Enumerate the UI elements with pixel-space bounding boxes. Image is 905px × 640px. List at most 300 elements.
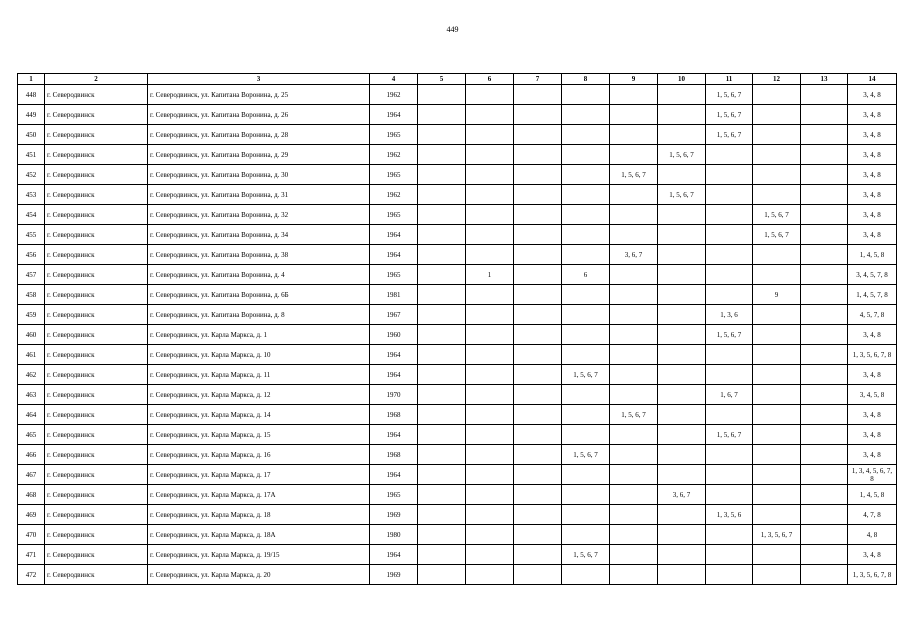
table-cell <box>514 245 562 265</box>
table-cell: г. Северодвинск <box>45 145 148 165</box>
table-cell <box>801 565 848 585</box>
table-cell <box>658 325 706 345</box>
table-cell <box>610 285 658 305</box>
table-cell <box>418 145 466 165</box>
table-cell <box>562 285 610 305</box>
table-cell: г. Северодвинск, ул. Карла Маркса, д. 10 <box>148 345 370 365</box>
table-cell <box>610 505 658 525</box>
table-cell <box>706 225 753 245</box>
table-cell <box>466 345 514 365</box>
table-cell: 456 <box>18 245 45 265</box>
table-cell <box>466 405 514 425</box>
table-cell <box>418 545 466 565</box>
table-cell <box>418 505 466 525</box>
table-cell <box>753 445 801 465</box>
table-cell: 1, 5, 6, 7 <box>706 125 753 145</box>
table-cell <box>514 465 562 485</box>
table-cell: 3, 4, 8 <box>848 545 897 565</box>
table-cell: 468 <box>18 485 45 505</box>
table-cell <box>706 545 753 565</box>
table-cell <box>610 525 658 545</box>
table-cell <box>610 565 658 585</box>
table-cell <box>706 185 753 205</box>
table-cell <box>753 425 801 445</box>
column-header: 9 <box>610 74 658 85</box>
table-cell <box>562 425 610 445</box>
table-body <box>18 85 897 585</box>
table-cell: 3, 4, 8 <box>848 145 897 165</box>
table-cell <box>658 505 706 525</box>
table-cell: 471 <box>18 545 45 565</box>
table-cell: г. Северодвинск <box>45 465 148 485</box>
table-cell <box>753 405 801 425</box>
table-cell: 3, 4, 8 <box>848 105 897 125</box>
table-cell <box>466 125 514 145</box>
table-cell: 1964 <box>370 345 418 365</box>
table-cell: 1964 <box>370 465 418 485</box>
table-cell <box>418 485 466 505</box>
table-cell <box>466 365 514 385</box>
table-cell <box>706 485 753 505</box>
header-row <box>18 74 897 85</box>
table-cell: 466 <box>18 445 45 465</box>
table-cell: г. Северодвинск, ул. Капитана Воронина, д. 38 <box>148 245 370 265</box>
table-cell <box>466 185 514 205</box>
table-cell <box>562 305 610 325</box>
table-cell: 463 <box>18 385 45 405</box>
table-cell <box>514 185 562 205</box>
table-cell <box>466 225 514 245</box>
table-cell <box>562 505 610 525</box>
table-cell: 3, 4, 8 <box>848 205 897 225</box>
table-cell <box>801 305 848 325</box>
table-cell: г. Северодвинск, ул. Капитана Воронина, д. 4 <box>148 265 370 285</box>
table-cell <box>610 185 658 205</box>
table-cell: г. Северодвинск <box>45 105 148 125</box>
table-cell: г. Северодвинск, ул. Карла Маркса, д. 11 <box>148 365 370 385</box>
table-cell: 1, 5, 6, 7 <box>562 365 610 385</box>
table-cell: г. Северодвинск <box>45 125 148 145</box>
table-cell: г. Северодвинск <box>45 205 148 225</box>
table-cell <box>801 325 848 345</box>
table-cell <box>610 125 658 145</box>
table-cell <box>801 545 848 565</box>
table-cell <box>418 125 466 145</box>
table-cell <box>562 145 610 165</box>
table-cell <box>658 305 706 325</box>
table-cell: г. Северодвинск <box>45 325 148 345</box>
table-row <box>18 525 897 545</box>
table-row <box>18 545 897 565</box>
table-cell: г. Северодвинск, ул. Карла Маркса, д. 20 <box>148 565 370 585</box>
table-cell <box>514 165 562 185</box>
column-header: 14 <box>848 74 897 85</box>
table-cell: г. Северодвинск <box>45 85 148 105</box>
table-cell: 3, 6, 7 <box>610 245 658 265</box>
table-cell <box>706 565 753 585</box>
column-header: 2 <box>45 74 148 85</box>
table-cell: 1, 5, 6, 7 <box>753 225 801 245</box>
table-cell <box>562 165 610 185</box>
table-cell <box>706 365 753 385</box>
page-number: 449 <box>446 25 459 34</box>
table-row <box>18 145 897 165</box>
table-cell <box>418 525 466 545</box>
table-cell <box>562 465 610 485</box>
table-cell: г. Северодвинск, ул. Капитана Воронина, д. 26 <box>148 105 370 125</box>
table-cell <box>466 165 514 185</box>
table-cell: 454 <box>18 205 45 225</box>
table-cell <box>418 445 466 465</box>
table-cell <box>514 125 562 145</box>
table-row <box>18 465 897 485</box>
column-header: 13 <box>801 74 848 85</box>
table-cell: 464 <box>18 405 45 425</box>
table-cell <box>801 405 848 425</box>
table-cell <box>753 505 801 525</box>
table-cell <box>562 85 610 105</box>
table-cell <box>753 125 801 145</box>
table-cell <box>658 165 706 185</box>
table-cell <box>610 305 658 325</box>
table-cell: г. Северодвинск, ул. Капитана Воронина, д. 34 <box>148 225 370 245</box>
table-cell <box>801 365 848 385</box>
table-row <box>18 425 897 445</box>
column-header: 10 <box>658 74 706 85</box>
table-cell <box>514 85 562 105</box>
table-cell <box>466 525 514 545</box>
table-cell: 1, 4, 5, 7, 8 <box>848 285 897 305</box>
table-cell: 1, 5, 6, 7 <box>706 105 753 125</box>
table-cell: 469 <box>18 505 45 525</box>
table-cell <box>658 105 706 125</box>
table-cell: 1969 <box>370 505 418 525</box>
column-header: 5 <box>418 74 466 85</box>
table-cell: 3, 6, 7 <box>658 485 706 505</box>
table-cell <box>562 185 610 205</box>
table-cell <box>466 285 514 305</box>
table-cell <box>562 225 610 245</box>
table-cell: 1, 5, 6, 7 <box>706 325 753 345</box>
table-cell: 1965 <box>370 205 418 225</box>
table-cell <box>658 125 706 145</box>
table-cell: г. Северодвинск, ул. Капитана Воронина, д. 25 <box>148 85 370 105</box>
table-cell: 4, 7, 8 <box>848 505 897 525</box>
table-cell <box>753 145 801 165</box>
table-cell: г. Северодвинск <box>45 525 148 545</box>
table-cell: 3, 4, 5, 8 <box>848 385 897 405</box>
table-cell: 1962 <box>370 185 418 205</box>
table-row <box>18 565 897 585</box>
table-cell <box>801 465 848 485</box>
table-cell <box>658 525 706 545</box>
table-cell <box>418 265 466 285</box>
table-cell <box>418 365 466 385</box>
table-cell: 1 <box>466 265 514 285</box>
table-cell: г. Северодвинск, ул. Капитана Воронина, д. 29 <box>148 145 370 165</box>
table-cell <box>753 485 801 505</box>
table-cell: г. Северодвинск, ул. Капитана Воронина, д. 8 <box>148 305 370 325</box>
table-cell: 1, 5, 6, 7 <box>706 85 753 105</box>
table-cell <box>658 265 706 285</box>
table-cell: г. Северодвинск <box>45 425 148 445</box>
table-cell: 1960 <box>370 325 418 345</box>
table-row <box>18 245 897 265</box>
table-cell <box>658 405 706 425</box>
table-cell <box>706 465 753 485</box>
table-cell: г. Северодвинск <box>45 185 148 205</box>
table-cell: 1962 <box>370 85 418 105</box>
table-cell <box>610 205 658 225</box>
table-cell: 3, 4, 8 <box>848 405 897 425</box>
table-row <box>18 165 897 185</box>
table-cell <box>514 385 562 405</box>
table-cell: 4, 5, 7, 8 <box>848 305 897 325</box>
table-cell: 459 <box>18 305 45 325</box>
column-header: 1 <box>18 74 45 85</box>
table-cell: 3, 4, 8 <box>848 185 897 205</box>
table-cell: 448 <box>18 85 45 105</box>
table-cell <box>418 325 466 345</box>
table-cell: 452 <box>18 165 45 185</box>
table-cell: 4, 8 <box>848 525 897 545</box>
table-cell: г. Северодвинск, ул. Капитана Воронина, д. 31 <box>148 185 370 205</box>
table-cell <box>753 565 801 585</box>
table-row <box>18 345 897 365</box>
registry-table <box>17 73 897 585</box>
table-cell <box>753 165 801 185</box>
table-cell <box>418 405 466 425</box>
table-cell <box>801 485 848 505</box>
table-cell <box>610 265 658 285</box>
table-cell <box>753 185 801 205</box>
table-cell: г. Северодвинск, ул. Карла Маркса, д. 18А <box>148 525 370 545</box>
table-cell: 472 <box>18 565 45 585</box>
table-cell: 1, 5, 6, 7 <box>658 185 706 205</box>
table-cell: г. Северодвинск <box>45 505 148 525</box>
table-cell: 460 <box>18 325 45 345</box>
table-cell <box>418 385 466 405</box>
table-cell <box>514 505 562 525</box>
table-cell <box>466 205 514 225</box>
table-cell: 449 <box>18 105 45 125</box>
table-cell: г. Северодвинск <box>45 265 148 285</box>
table-cell <box>514 285 562 305</box>
column-header: 11 <box>706 74 753 85</box>
table-cell <box>466 445 514 465</box>
table-cell: 1, 5, 6, 7 <box>610 405 658 425</box>
table-cell: 1968 <box>370 445 418 465</box>
table-row <box>18 405 897 425</box>
table-cell <box>801 205 848 225</box>
table-cell: 3, 4, 8 <box>848 365 897 385</box>
table-cell <box>610 445 658 465</box>
table-cell <box>658 85 706 105</box>
table-cell <box>753 345 801 365</box>
table-cell <box>514 525 562 545</box>
table-row <box>18 205 897 225</box>
table-cell: 1, 3, 5, 6 <box>706 505 753 525</box>
table-cell: 1965 <box>370 165 418 185</box>
table-cell <box>610 345 658 365</box>
table-cell <box>418 425 466 445</box>
table-cell <box>706 285 753 305</box>
table-cell: г. Северодвинск <box>45 565 148 585</box>
table-cell: 1, 5, 6, 7 <box>562 445 610 465</box>
column-header: 8 <box>562 74 610 85</box>
table-cell <box>753 545 801 565</box>
table-cell: г. Северодвинск, ул. Карла Маркса, д. 15 <box>148 425 370 445</box>
table-cell: 1967 <box>370 305 418 325</box>
table-cell <box>466 85 514 105</box>
table-row <box>18 485 897 505</box>
table-cell: 1, 3, 6 <box>706 305 753 325</box>
table-cell <box>801 265 848 285</box>
table-cell: 9 <box>753 285 801 305</box>
table-cell: г. Северодвинск <box>45 305 148 325</box>
table-cell: г. Северодвинск, ул. Карла Маркса, д. 19/15 <box>148 545 370 565</box>
table-cell <box>753 305 801 325</box>
table-cell <box>466 305 514 325</box>
table-cell: г. Северодвинск <box>45 445 148 465</box>
table-cell <box>753 325 801 345</box>
table-row <box>18 185 897 205</box>
table-cell: 1, 4, 5, 8 <box>848 485 897 505</box>
table-cell: 3, 4, 8 <box>848 165 897 185</box>
table-row <box>18 385 897 405</box>
table-cell <box>753 365 801 385</box>
table-cell: 458 <box>18 285 45 305</box>
table-cell <box>610 325 658 345</box>
table-row <box>18 265 897 285</box>
table-cell <box>562 405 610 425</box>
table-cell <box>753 385 801 405</box>
table-cell: г. Северодвинск, ул. Карла Маркса, д. 18 <box>148 505 370 525</box>
table-cell: 3, 4, 8 <box>848 85 897 105</box>
table-cell <box>610 465 658 485</box>
column-header: 7 <box>514 74 562 85</box>
table-cell: 1965 <box>370 125 418 145</box>
table-cell <box>418 225 466 245</box>
table-cell: 450 <box>18 125 45 145</box>
table-cell <box>418 85 466 105</box>
table-row <box>18 225 897 245</box>
table-cell <box>514 305 562 325</box>
table-cell <box>514 145 562 165</box>
table-cell: 1962 <box>370 145 418 165</box>
table-cell: 1, 5, 6, 7 <box>706 425 753 445</box>
table-row <box>18 125 897 145</box>
table-cell <box>466 465 514 485</box>
table-cell: г. Северодвинск <box>45 165 148 185</box>
table-row <box>18 365 897 385</box>
table-cell: 1, 3, 4, 5, 6, 7, 8 <box>848 465 897 485</box>
table-cell: г. Северодвинск <box>45 485 148 505</box>
table-cell: 3, 4, 8 <box>848 125 897 145</box>
table-cell <box>658 345 706 365</box>
table-cell: 1970 <box>370 385 418 405</box>
table-cell: 1, 5, 6, 7 <box>562 545 610 565</box>
table-cell <box>610 105 658 125</box>
table-row <box>18 505 897 525</box>
table-cell: 3, 4, 5, 7, 8 <box>848 265 897 285</box>
table-cell <box>801 105 848 125</box>
table-cell <box>562 125 610 145</box>
table-cell <box>466 425 514 445</box>
table-cell <box>466 385 514 405</box>
table-cell: 1, 5, 6, 7 <box>753 205 801 225</box>
table-cell: г. Северодвинск, ул. Карла Маркса, д. 14 <box>148 405 370 425</box>
table-cell <box>658 285 706 305</box>
table-cell: 1, 4, 5, 8 <box>848 245 897 265</box>
table-cell <box>801 245 848 265</box>
table-row <box>18 305 897 325</box>
table-cell <box>514 345 562 365</box>
table-cell: г. Северодвинск <box>45 365 148 385</box>
table-cell <box>706 205 753 225</box>
table-cell <box>418 285 466 305</box>
table-cell <box>418 345 466 365</box>
table-cell <box>753 245 801 265</box>
table-cell <box>562 245 610 265</box>
table-cell <box>706 345 753 365</box>
table-cell <box>418 565 466 585</box>
table-cell <box>801 525 848 545</box>
table-cell <box>753 265 801 285</box>
table-cell: г. Северодвинск <box>45 225 148 245</box>
table-cell: 467 <box>18 465 45 485</box>
table-cell <box>610 225 658 245</box>
table-row <box>18 285 897 305</box>
table-cell <box>418 465 466 485</box>
table-cell <box>562 205 610 225</box>
table-cell <box>562 565 610 585</box>
table-cell: 1, 3, 5, 6, 7, 8 <box>848 345 897 365</box>
table-cell <box>658 225 706 245</box>
table-cell: 453 <box>18 185 45 205</box>
table-cell <box>466 485 514 505</box>
table-cell: 3, 4, 8 <box>848 325 897 345</box>
table-cell <box>610 485 658 505</box>
table-cell <box>418 205 466 225</box>
table-cell: г. Северодвинск, ул. Карла Маркса, д. 17 <box>148 465 370 485</box>
table-cell <box>466 505 514 525</box>
table-cell <box>706 265 753 285</box>
table-cell <box>658 545 706 565</box>
table-cell <box>562 325 610 345</box>
table-cell: 1968 <box>370 405 418 425</box>
table-cell <box>658 425 706 445</box>
table-cell: 451 <box>18 145 45 165</box>
table-cell: 1, 5, 6, 7 <box>658 145 706 165</box>
table-cell: г. Северодвинск <box>45 405 148 425</box>
table-cell <box>562 385 610 405</box>
table-cell <box>418 185 466 205</box>
table-cell <box>514 405 562 425</box>
table-cell <box>514 445 562 465</box>
table-cell: 457 <box>18 265 45 285</box>
table-cell: 1, 3, 5, 6, 7, 8 <box>848 565 897 585</box>
table-cell <box>466 545 514 565</box>
table-cell: 1964 <box>370 545 418 565</box>
table-cell <box>658 385 706 405</box>
table-cell: 3, 4, 8 <box>848 445 897 465</box>
table-cell: 470 <box>18 525 45 545</box>
table-cell <box>514 105 562 125</box>
table-cell: 1964 <box>370 225 418 245</box>
table-cell <box>658 565 706 585</box>
table-cell <box>610 385 658 405</box>
